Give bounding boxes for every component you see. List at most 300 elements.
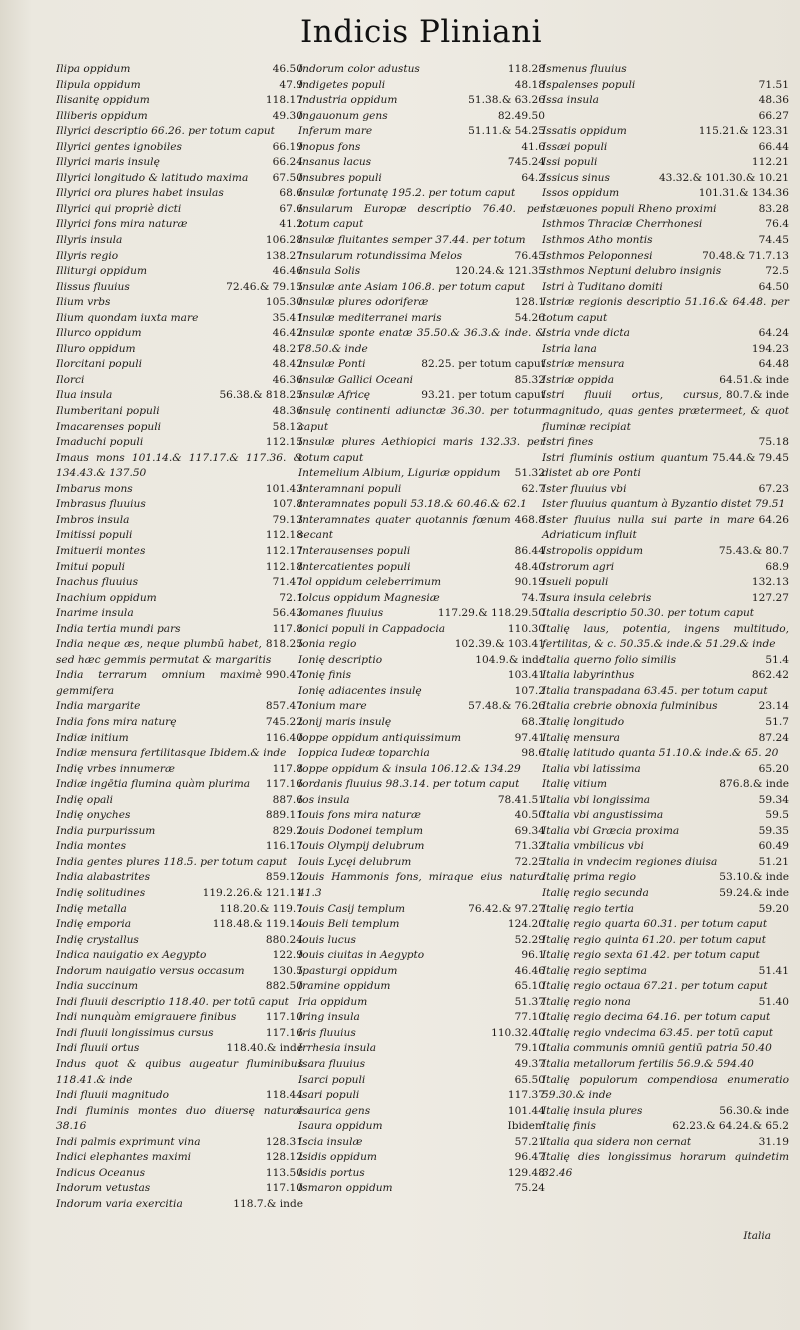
entry-term: Insula Solis — [298, 265, 361, 278]
index-entry — [298, 497, 545, 513]
entry-reference: 118.28 — [507, 63, 545, 75]
entry-term: Italia labyrinthus — [542, 669, 635, 682]
index-entry — [298, 140, 545, 156]
entry-term: Industria oppidum — [298, 94, 398, 107]
entry-term: Indię onyches — [56, 809, 131, 822]
entry-term: Illyrici ora plures habet insulas — [56, 187, 224, 200]
index-entry — [542, 280, 789, 296]
entry-reference: 102.39.& 103.41 — [454, 638, 545, 651]
index-entry — [542, 124, 789, 140]
entry-term: Insulæ fortunatę 195.2. per totum caput — [298, 187, 516, 200]
index-entry — [298, 93, 545, 109]
index-entry — [298, 933, 545, 949]
index-entry — [542, 357, 789, 373]
entry-term: Istæuones populi Rheno proximi — [542, 202, 717, 215]
entry-reference: 66.19 — [272, 140, 303, 153]
index-entry — [298, 155, 545, 171]
index-entry — [542, 171, 789, 187]
entry-term: Ionia regio — [298, 638, 357, 651]
entry-term: Ister fluuius nulla sui parte in mare Adriaticum influit — [542, 513, 755, 542]
entry-term: Italia vbi longissima — [542, 793, 651, 806]
entry-term: Iolcus oppidum Magnesiæ — [298, 591, 440, 604]
entry-reference: 59.5 — [765, 809, 789, 822]
index-entry — [542, 777, 789, 793]
entry-reference: 57.21 — [514, 1135, 545, 1148]
entry-reference: 23.14 — [758, 700, 789, 713]
entry-reference: 65.10 — [514, 980, 545, 993]
index-entry — [542, 1057, 789, 1073]
entry-reference: 104.9.& inde — [475, 653, 545, 666]
entry-reference: 64.50 — [758, 280, 789, 293]
index-entry — [298, 1166, 545, 1182]
entry-reference: 93.21. per totum caput — [421, 389, 545, 402]
index-entry — [56, 1166, 303, 1182]
index-entry — [542, 933, 789, 949]
entry-term: Italia vbi Græcia proxima — [542, 824, 680, 837]
entry-reference: 46.36 — [272, 373, 303, 386]
entry-term: Istriæ regionis descriptio 51.16.& 64.48. per totum caput — [542, 296, 789, 324]
entry-reference: 990.47 — [265, 669, 303, 682]
entry-term: Isari populi — [298, 1089, 360, 1102]
index-entry — [298, 1073, 545, 1089]
entry-reference: 876.8.& inde — [719, 778, 789, 791]
entry-reference: 880.24 — [265, 933, 303, 946]
entry-reference: 117.16 — [265, 1026, 303, 1039]
entry-term: Insularum rotundissima Melos — [298, 249, 463, 262]
entry-reference: 829.2 — [272, 824, 303, 837]
entry-term: Isaurica gens — [298, 1104, 371, 1117]
entry-term: Ionię descriptio — [298, 653, 383, 666]
index-entry — [56, 637, 303, 668]
index-entry — [56, 482, 303, 498]
index-entry — [298, 591, 545, 607]
entry-term: Italię regio septima — [542, 964, 647, 977]
entry-reference: 46.46 — [272, 265, 303, 278]
entry-term: Istriæ mensura — [542, 358, 625, 371]
index-entry — [298, 1057, 545, 1073]
entry-reference: 71.47 — [272, 576, 303, 589]
entry-term: Indorum nauigatio versus occasum — [56, 964, 245, 977]
entry-term: Istri à Tuditano domiti — [542, 280, 663, 293]
entry-term: Insulæ plures Aethiopici maris 132.33. per totum caput — [298, 436, 545, 464]
entry-reference: 65.50 — [514, 1073, 545, 1086]
index-entry — [298, 575, 545, 591]
index-entry — [298, 78, 545, 94]
index-entry — [56, 326, 303, 342]
entry-term: Insulæ sponte enatæ 35.50.& 36.3.& inde. & 78.50.& inde — [298, 327, 545, 355]
index-entry — [542, 886, 789, 902]
entry-reference: 48.21 — [272, 342, 303, 355]
entry-reference: 41.2 — [279, 218, 303, 231]
index-entry — [56, 699, 303, 715]
entry-reference: 59.35 — [758, 824, 789, 837]
entry-term: Imitui populi — [56, 560, 125, 573]
index-entry — [542, 93, 789, 109]
entry-term: Ilua insula — [56, 389, 113, 402]
index-entry — [542, 373, 789, 389]
entry-term: Isueli populi — [542, 576, 609, 589]
index-entry — [298, 1104, 545, 1120]
entry-reference: 51.41 — [758, 964, 789, 977]
index-entry — [542, 1135, 789, 1151]
entry-term: Indiæ mensura fertilitasque Ibidem.& inde — [56, 747, 287, 760]
entry-term: Isarci populi — [298, 1073, 366, 1086]
index-entry — [56, 839, 303, 855]
entry-term: Iouis Casij templum — [298, 902, 406, 915]
entry-reference: 117.10 — [265, 1182, 303, 1195]
index-entry — [298, 793, 545, 809]
entry-reference: 118.7.& inde — [233, 1197, 303, 1210]
entry-reference: 194.23 — [751, 342, 789, 355]
entry-reference: 68.9 — [765, 560, 789, 573]
entry-reference: 128.1 — [514, 296, 545, 309]
index-entry — [542, 62, 789, 78]
index-entry — [56, 342, 303, 358]
index-entry — [542, 140, 789, 156]
entry-term: Illyrici longitudo & latitudo maxima — [56, 171, 249, 184]
index-entry — [542, 762, 789, 778]
entry-term: Insubres populi — [298, 171, 382, 184]
entry-term: Iramine oppidum — [298, 980, 391, 993]
entry-term: Isthmos Peloponnesi — [542, 249, 653, 262]
index-entry — [298, 917, 545, 933]
index-entry — [56, 171, 303, 187]
entry-reference: 118.44 — [265, 1089, 303, 1102]
entry-reference: 90.19 — [514, 576, 545, 589]
index-entry — [542, 482, 789, 498]
entry-term: Indię emporia — [56, 918, 132, 931]
index-entry — [542, 622, 789, 653]
index-column-3 — [542, 62, 789, 1181]
index-entry — [542, 653, 789, 669]
index-entry — [542, 264, 789, 280]
entry-reference: 46.46 — [514, 964, 545, 977]
index-entry — [298, 249, 545, 265]
index-entry — [298, 373, 545, 389]
index-entry — [56, 1150, 303, 1166]
entry-term: India tertia mundi pars — [56, 622, 181, 635]
entry-reference: 113.50 — [265, 1166, 303, 1179]
entry-reference: 106.28 — [265, 234, 303, 247]
entry-term: Ionici populi in Cappadocia — [298, 622, 446, 635]
index-entry — [542, 295, 789, 326]
entry-reference: 65.20 — [758, 762, 789, 775]
index-entry — [298, 824, 545, 840]
index-entry — [542, 388, 789, 435]
entry-term: Italia vbi angustissima — [542, 809, 664, 822]
entry-reference: 51.32 — [514, 467, 545, 480]
entry-term: India gentes plures 118.5. per totum caput — [56, 855, 287, 868]
index-entry — [56, 575, 303, 591]
entry-reference: 72.1 — [279, 591, 303, 604]
entry-term: Indus quot & quibus augeatur fluminibus 118.41.& inde — [56, 1058, 303, 1086]
index-entry — [298, 295, 545, 311]
index-entry — [542, 1010, 789, 1026]
entry-term: Isidis portus — [298, 1166, 365, 1179]
index-entry — [56, 1010, 303, 1026]
index-entry — [56, 808, 303, 824]
entry-term: Italię regio decima 64.16. per totum caput — [542, 1011, 771, 1024]
entry-term: Italię latitudo quanta 51.10.& inde.& 65. 20 — [542, 747, 779, 760]
entry-term: Italia qua sidera non cernat — [542, 1135, 692, 1148]
entry-term: Insulæ Africę — [298, 389, 371, 402]
entry-term: Issatis oppidum — [542, 125, 627, 138]
entry-term: Iring insula — [298, 1011, 360, 1024]
entry-reference: 127.27 — [751, 591, 789, 604]
entry-term: Issi populi — [542, 156, 598, 169]
entry-term: Indi fluminis montes duo diuersę naturæ 38.16 — [56, 1104, 303, 1133]
index-entry — [56, 979, 303, 995]
entry-reference: 64.24 — [758, 327, 789, 340]
index-entry — [56, 155, 303, 171]
entry-reference: 117.8 — [272, 762, 303, 775]
entry-reference: 80.7.& inde — [725, 389, 789, 402]
entry-reference: 83.28 — [758, 202, 789, 215]
entry-term: Insulę continenti adiunctæ 36.30. per totum caput — [298, 405, 545, 433]
entry-term: Indię crystallus — [56, 933, 139, 946]
entry-term: Illyrici fons mira naturæ — [56, 218, 188, 231]
index-entry — [542, 109, 789, 125]
index-entry — [56, 388, 303, 404]
entry-term: Italię regio secunda — [542, 886, 649, 899]
entry-term: Italię mensura — [542, 731, 620, 744]
index-entry — [298, 1150, 545, 1166]
entry-term: Isthmos Neptuni delubro insignis — [542, 265, 722, 278]
entry-reference: 46.50 — [272, 63, 303, 75]
index-entry — [298, 62, 545, 78]
index-entry — [298, 233, 545, 249]
entry-reference: 54.26 — [514, 311, 545, 324]
entry-term: Istropolis oppidum — [542, 544, 644, 557]
entry-term: Italię populorum compendiosa enumeratio 59.30.& inde — [542, 1073, 789, 1102]
entry-reference: 49.37 — [514, 1058, 545, 1070]
index-entry — [542, 1041, 789, 1057]
index-entry — [542, 249, 789, 265]
entry-reference: 69.34 — [514, 824, 545, 837]
entry-reference: 51.21 — [758, 855, 789, 868]
entry-term: Italię prima regio — [542, 871, 637, 884]
entry-term: Inferum mare — [298, 125, 373, 138]
entry-reference: 64.51.& inde — [719, 373, 789, 386]
index-entry — [298, 466, 545, 482]
index-entry — [542, 202, 789, 218]
entry-reference: 51.11.& 54.25 — [468, 125, 545, 138]
entry-term: Indiæ initium — [56, 731, 129, 744]
entry-term: Insulæ fluitantes semper 37.44. per totum — [298, 234, 526, 247]
index-entry — [542, 606, 789, 622]
entry-reference: 66.24 — [272, 156, 303, 169]
entry-reference: 51.4 — [765, 653, 789, 666]
index-entry — [298, 171, 545, 187]
entry-reference: 118.20.& 119.7 — [219, 902, 303, 915]
entry-term: Italia descriptio 50.30. per totum caput — [542, 607, 755, 620]
entry-term: Italia in vndecim regiones diuisa — [542, 855, 718, 868]
index-entry — [298, 326, 545, 357]
entry-term: Illyrici gentes ignobiles — [56, 140, 182, 153]
index-entry — [298, 995, 545, 1011]
entry-reference: 70.48.& 71.7.13 — [702, 249, 789, 262]
entry-term: Iouis Beli templum — [298, 918, 400, 931]
index-entry — [298, 808, 545, 824]
index-entry — [56, 357, 303, 373]
index-entry — [56, 528, 303, 544]
entry-term: Ioppe oppidum & insula 106.12.& 134.29 — [298, 762, 521, 775]
entry-reference: 59.20 — [758, 902, 789, 915]
entry-term: Indi fluuii ortus — [56, 1042, 140, 1055]
entry-term: Italia crebrie obnoxia fulminibus — [542, 700, 718, 713]
index-entry — [56, 78, 303, 94]
entry-term: Interamnates populi 53.18.& 60.46.& 62.1 — [298, 498, 527, 511]
index-entry — [298, 513, 545, 544]
entry-term: Illiturgi oppidum — [56, 265, 148, 278]
entry-reference: 86.44 — [514, 544, 545, 557]
index-entry — [298, 560, 545, 576]
entry-reference: 77.10 — [514, 1011, 545, 1024]
entry-term: Ilium quondam iuxta mare — [56, 311, 199, 324]
entry-term: Iouis ciuitas in Aegypto — [298, 949, 425, 962]
index-entry — [298, 1010, 545, 1026]
index-entry — [542, 979, 789, 995]
entry-reference: 107.8 — [272, 498, 303, 511]
entry-term: Italię finis — [542, 1120, 596, 1133]
index-entry — [542, 1150, 789, 1181]
entry-term: Illuro oppidum — [56, 342, 136, 355]
entry-term: Italię regio octaua 67.21. per totum caput — [542, 980, 768, 993]
entry-term: Imitissi populi — [56, 529, 133, 542]
entry-reference: 96.1 — [521, 949, 545, 962]
index-entry — [56, 249, 303, 265]
index-entry — [542, 870, 789, 886]
index-entry — [56, 606, 303, 622]
entry-term: Ilium vrbs — [56, 296, 111, 309]
entry-reference: 87.24 — [758, 731, 789, 744]
index-entry — [542, 513, 789, 544]
entry-term: Italię regio quinta 61.20. per totum caput — [542, 933, 766, 946]
entry-term: Insularum Europæ descriptio 76.40. per totum caput — [298, 202, 545, 231]
entry-reference: 53.10.& inde — [719, 871, 789, 884]
index-entry — [298, 870, 545, 901]
index-entry — [56, 497, 303, 513]
index-entry — [56, 124, 303, 140]
entry-reference: 72.5 — [765, 265, 789, 278]
index-entry — [298, 544, 545, 560]
entry-term: Italię dies longissimus horarum quindetim 32.46 — [542, 1151, 789, 1179]
index-entry — [298, 777, 545, 793]
index-entry — [56, 933, 303, 949]
entry-term: Italia communis omniū gentiū patria 50.40 — [542, 1042, 772, 1055]
index-entry — [56, 233, 303, 249]
entry-reference: 72.46.& 79.15 — [226, 280, 303, 293]
entry-reference: 85.32 — [514, 373, 545, 386]
index-entry — [56, 109, 303, 125]
entry-term: Illyrici qui propriè dicti — [56, 202, 182, 215]
index-entry — [56, 1026, 303, 1042]
entry-reference: 862.42 — [751, 669, 789, 682]
index-entry — [298, 622, 545, 638]
entry-reference: 62.23.& 64.24.& 65.2 — [672, 1120, 789, 1133]
entry-term: Indi palmis exprimunt vina — [56, 1135, 201, 1148]
index-entry — [298, 435, 545, 466]
index-entry — [298, 109, 545, 125]
index-entry — [298, 1135, 545, 1151]
entry-reference: 118.48.& 119.14 — [212, 918, 303, 931]
entry-reference: 75.44.& 79.45 — [712, 451, 789, 464]
index-entry — [56, 995, 303, 1011]
index-entry — [56, 93, 303, 109]
index-entry — [56, 1057, 303, 1088]
entry-term: Ilorci — [56, 373, 85, 386]
index-entry — [56, 855, 303, 871]
index-column-2 — [298, 62, 545, 1197]
entry-reference: 48.36 — [758, 94, 789, 107]
entry-term: Italia vmbilicus vbi — [542, 840, 644, 853]
entry-reference: 71.51 — [758, 78, 789, 91]
entry-term: Interamnani populi — [298, 482, 402, 495]
entry-term: Indi nunquàm emigrauere finibus — [56, 1011, 237, 1024]
index-entry — [56, 202, 303, 218]
entry-term: Inopus fons — [298, 140, 361, 153]
entry-term: Italię regio nona — [542, 995, 631, 1008]
index-entry — [298, 902, 545, 918]
index-entry — [298, 762, 545, 778]
entry-reference: 64.2 — [521, 171, 545, 184]
entry-reference: 48.18 — [514, 78, 545, 91]
index-entry — [56, 715, 303, 731]
entry-reference: 97.41 — [514, 731, 545, 744]
index-entry — [542, 746, 789, 762]
entry-reference: 118.17 — [265, 94, 303, 107]
entry-term: Istria vnde dicta — [542, 327, 630, 340]
index-entry — [56, 902, 303, 918]
index-entry — [56, 746, 303, 762]
entry-term: Imaduchi populi — [56, 436, 144, 449]
entry-term: Ionij maris insulę — [298, 715, 392, 728]
entry-reference: 66.27 — [758, 109, 789, 122]
entry-term: Italię regio quarta 60.31. per totum caput — [542, 918, 768, 931]
index-entry — [56, 1181, 303, 1197]
entry-term: Ilissus fluuius — [56, 280, 130, 293]
index-entry — [56, 544, 303, 560]
entry-reference: 79.10 — [514, 1042, 545, 1055]
entry-term: Indigetes populi — [298, 78, 386, 91]
entry-term: India neque æs, neque plumbū habet, sed hæc gemmis permutat & margaritis — [56, 638, 272, 666]
entry-reference: 35.41 — [272, 311, 303, 324]
index-entry — [542, 1026, 789, 1042]
entry-term: India montes — [56, 840, 127, 853]
entry-term: Inachus fluuius — [56, 576, 139, 589]
index-entry — [542, 699, 789, 715]
entry-reference: 47.9 — [279, 78, 303, 91]
index-entry — [298, 855, 545, 871]
entry-term: Ilipula oppidum — [56, 78, 141, 91]
entry-term: Indica nauigatio ex Aegypto — [56, 949, 207, 962]
index-entry — [298, 357, 545, 373]
index-entry — [298, 202, 545, 233]
entry-reference: 74.7 — [521, 591, 545, 604]
entry-reference: 818.25 — [265, 638, 303, 651]
entry-reference: 68.3 — [521, 715, 545, 728]
index-entry — [542, 793, 789, 809]
index-entry — [298, 637, 545, 653]
entry-reference: 51.7 — [765, 715, 789, 728]
index-entry — [542, 435, 789, 451]
entry-reference: 82.25. per totum caput — [421, 358, 545, 371]
index-entry — [56, 295, 303, 311]
entry-reference: 128.31 — [265, 1135, 303, 1148]
entry-term: Italia querno folio similis — [542, 653, 677, 666]
entry-term: Imaus mons 101.14.& 117.17.& 117.36. & 134.43.& 137.50 — [56, 451, 303, 480]
entry-term: India succinum — [56, 980, 139, 993]
